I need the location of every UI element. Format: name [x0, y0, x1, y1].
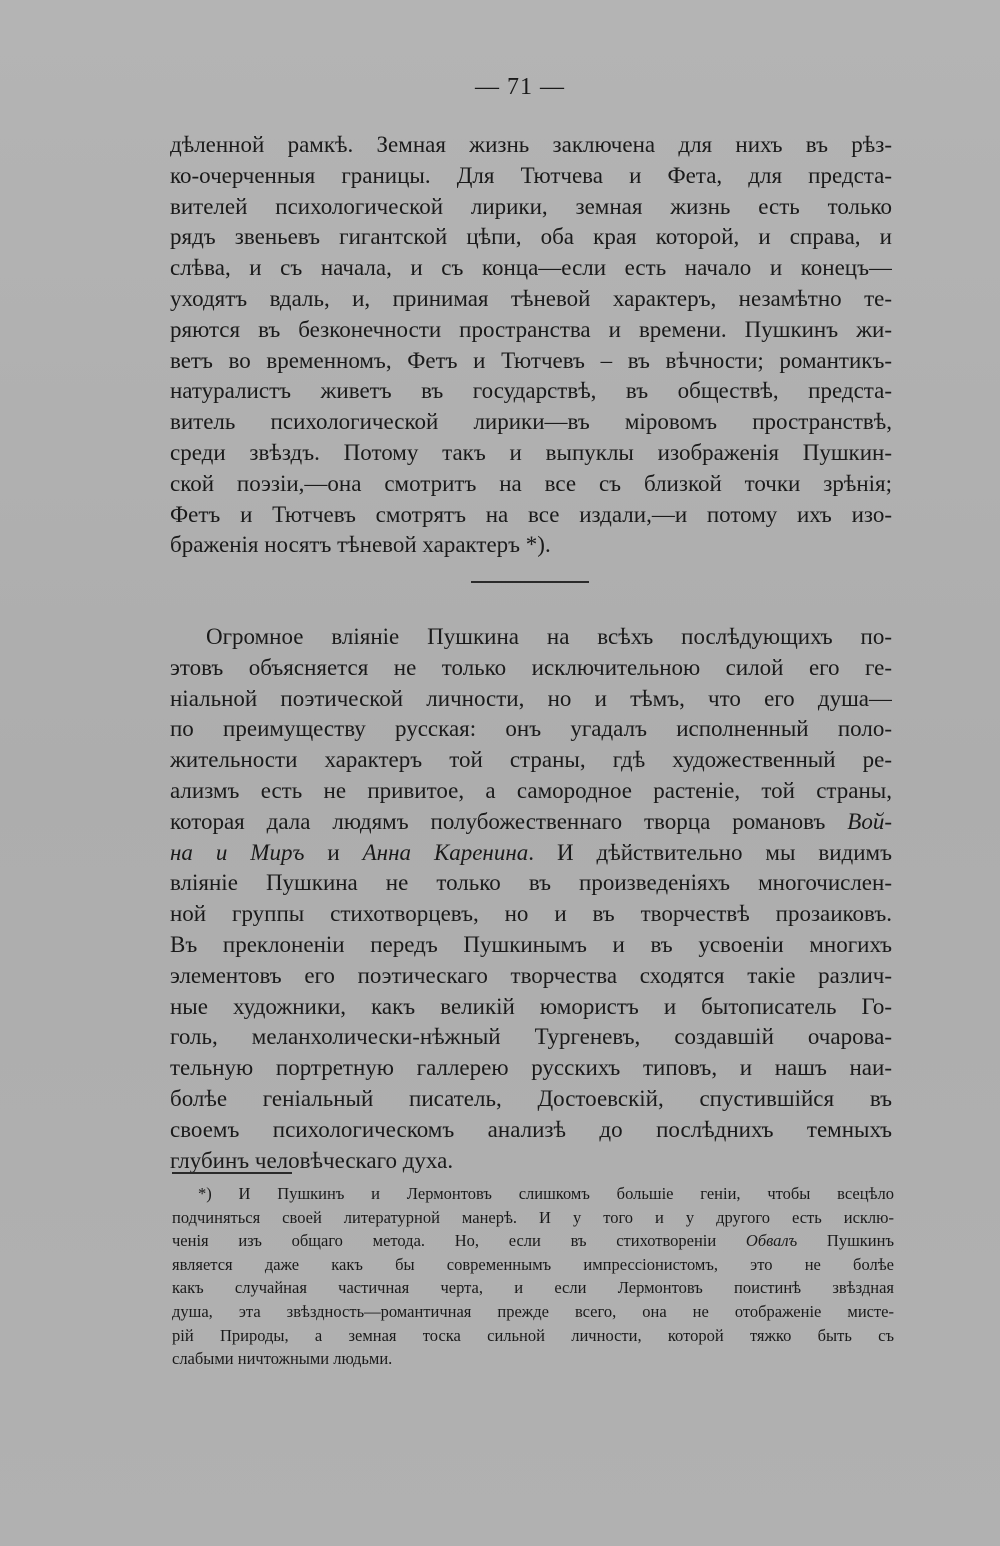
- text-line: своемъ психологическомъ анализѣ до послѣднихъ темныхъ: [170, 1116, 892, 1142]
- text-line: жительности характеръ той страны, гдѣ художественный ре-: [170, 747, 892, 773]
- paragraph-continuation: [170, 130, 892, 561]
- text-line: уходятъ вдаль, и, принимая тѣневой характеръ, незамѣтно те-: [170, 285, 892, 311]
- text-line: тельную портретную галлерею русскихъ типовъ, и нашъ наи-: [170, 1055, 892, 1081]
- footnote-line: подчиняться своей литературной манерѣ. И у того и у другого есть исклю-: [172, 1207, 894, 1227]
- line-text: . И дѣйствительно мы видимъ: [528, 839, 892, 865]
- line-text: ченiя изъ общаго метода. Но, если въ стихотворенiи: [172, 1231, 746, 1251]
- footnote-rule: [172, 1172, 292, 1174]
- italic-title: Обвалъ: [745, 1231, 798, 1251]
- text-line: глубинъ человѣческаго духа.: [170, 1147, 454, 1173]
- italic-title: на и Миръ: [170, 839, 305, 865]
- text-line: ряются въ безконечности пространства и времени. Пушкинъ жи-: [170, 316, 892, 342]
- text-line: Фетъ и Тютчевъ смотрятъ на все издали,—и потому ихъ изо-: [170, 501, 892, 527]
- text-line: ко-очерченныя границы. Для Тютчева и Фета, для предста-: [170, 162, 892, 188]
- footnote-line: является даже какъ бы современнымъ импрессiонистомъ, это не болѣе: [172, 1254, 894, 1274]
- text-line: ветъ во временномъ, Фетъ и Тютчевъ – въ вѣчности; романтикъ-: [170, 347, 892, 373]
- text-line: влiянiе Пушкина не только въ произведенiяхъ многочислен-: [170, 870, 892, 896]
- text-line: рядъ звеньевъ гигантской цѣпи, оба края которой, и справа, и: [170, 224, 892, 250]
- text-line: витель психологической лирики—въ мiровомъ пространствѣ,: [170, 409, 892, 435]
- paragraph-main: [170, 622, 892, 1176]
- text-line: [170, 838, 892, 869]
- italic-title: Вой-: [847, 808, 892, 834]
- text-line: Огромное влiянiе Пушкина на всѣхъ послѣдующихъ по-: [206, 624, 892, 649]
- text-line: Въ преклоненiи передъ Пушкинымъ и въ усвоенiи многихъ: [170, 931, 892, 957]
- footnote-line: слабыми ничтожными людьми.: [172, 1349, 393, 1369]
- line-text: и: [304, 839, 363, 865]
- text-line: ской поэзiи,—она смотритъ на все съ близкой точки зрѣнiя;: [170, 470, 892, 496]
- footnote-line: *) И Пушкинъ и Лермонтовъ слишкомъ большiе генiи, чтобы всецѣло: [198, 1184, 894, 1203]
- text-line: ной группы стихотворцевъ, но и въ творчествѣ прозаиковъ.: [170, 901, 892, 927]
- text-line: элементовъ его поэтическаго творчества сходятся такiе различ-: [170, 962, 892, 988]
- text-line: болѣе генiальный писатель, Достоевскiй, спустившiйся въ: [170, 1085, 892, 1111]
- text-line: по преимуществу русская: онъ угадалъ исполненный поло-: [170, 716, 892, 742]
- text-line: этовъ объясняется не только исключительною силой его ге-: [170, 654, 892, 680]
- line-text: Пушкинъ: [797, 1231, 894, 1251]
- footnote: [172, 1182, 894, 1371]
- text-line: нiальной поэтической личности, но и тѣмъ, что его душа—: [170, 685, 892, 711]
- text-line: слѣва, и съ начала, и съ конца—если есть начало и конецъ—: [170, 255, 892, 281]
- italic-title: Анна Каренина: [362, 839, 529, 865]
- text-line: вителей психологической лирики, земная жизнь есть только: [170, 193, 892, 219]
- text-line: ализмъ есть не привитое, а самородное растенiе, той страны,: [170, 777, 892, 803]
- footnote-line: рiй Природы, а земная тоска сильной личности, которой тяжко быть съ: [172, 1325, 894, 1345]
- footnote-line: душа, эта звѣздность—романтичная прежде всего, она не отображенiе мисте-: [172, 1301, 894, 1321]
- section-divider: [471, 581, 589, 583]
- line-text: которая дала людямъ полубожественнаго творца романовъ: [170, 808, 848, 834]
- text-line: голь, меланхолически-нѣжный Тургеневъ, создавшiй очарова-: [170, 1024, 892, 1050]
- page-number: — 71 —: [475, 74, 565, 100]
- footnote-line: [172, 1229, 894, 1253]
- text-line: натуралистъ живетъ въ государствѣ, въ обществѣ, предста-: [170, 378, 892, 404]
- text-line: ные художники, какъ великiй юмористъ и бытописатель Го-: [170, 993, 892, 1019]
- text-line: [170, 807, 892, 838]
- text-line: среди звѣздъ. Потому такъ и выпуклы изображенiя Пушкин-: [170, 439, 892, 465]
- text-line: дѣленной рамкѣ. Земная жизнь заключена для нихъ въ рѣз-: [170, 132, 892, 157]
- text-line: браженiя носятъ тѣневой характеръ *).: [170, 532, 551, 558]
- footnote-line: какъ случайная частичная черта, и если Лермонтовъ поистинѣ звѣздная: [172, 1278, 894, 1298]
